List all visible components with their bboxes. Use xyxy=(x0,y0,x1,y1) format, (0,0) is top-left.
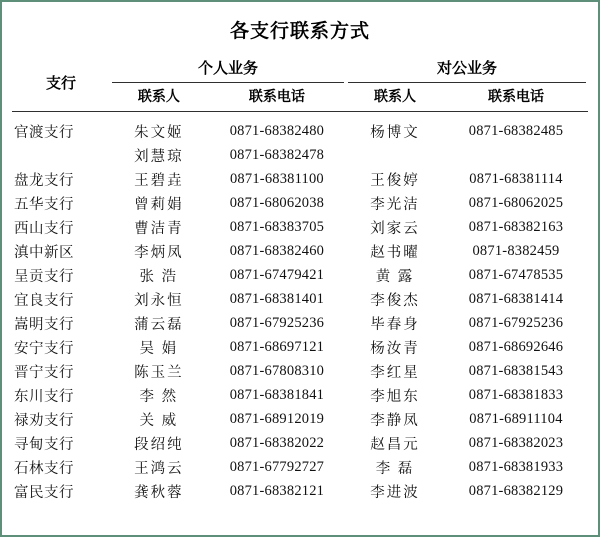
contacts-table xyxy=(12,55,588,503)
table-body xyxy=(12,119,588,503)
cell-personal-phone: 0871-67792727 xyxy=(229,458,325,475)
cell-corporate-name: 李光洁 xyxy=(370,196,420,213)
document-inner xyxy=(2,2,598,535)
cell-personal-name: 曾莉娟 xyxy=(134,196,184,213)
cell-branch: 西山支行 xyxy=(14,220,74,237)
column-header-personal-phone: 联系电话 xyxy=(248,90,305,105)
table-row xyxy=(12,215,588,239)
cell-corporate-phone: 0871-68692646 xyxy=(468,338,564,355)
table-row xyxy=(12,167,588,191)
cell-personal-phone: 0871-68382022 xyxy=(229,434,325,451)
cell-branch: 晋宁支行 xyxy=(14,364,74,381)
table-row xyxy=(12,359,588,383)
cell-corporate-name: 赵书曜 xyxy=(370,244,420,261)
cell-branch: 嵩明支行 xyxy=(14,316,74,333)
cell-personal-name: 刘慧琼 xyxy=(134,148,184,165)
cell-corporate-name: 杨博文 xyxy=(370,124,420,141)
group-header-corporate: 对公业务 xyxy=(437,61,498,77)
cell-personal-phone: 0871-67808310 xyxy=(229,362,325,379)
cell-personal-name: 刘永恒 xyxy=(134,292,184,309)
table-row xyxy=(12,335,588,359)
table-row xyxy=(12,479,588,503)
cell-personal-phone: 0871-67925236 xyxy=(229,314,325,331)
cell-personal-name: 龚秋蓉 xyxy=(134,484,184,501)
group-header-personal: 个人业务 xyxy=(197,61,258,77)
cell-corporate-phone: 0871-68062025 xyxy=(468,194,564,211)
table-row xyxy=(12,311,588,335)
cell-personal-name: 蒲云磊 xyxy=(134,316,184,333)
cell-personal-name: 曹洁青 xyxy=(134,220,184,237)
cell-personal-phone: 0871-68383705 xyxy=(229,218,325,235)
cell-corporate-phone: 0871-68381833 xyxy=(468,386,564,403)
cell-corporate-phone: 0871-68381543 xyxy=(468,362,564,379)
cell-corporate-name: 李俊杰 xyxy=(370,292,420,309)
cell-corporate-name: 杨汝青 xyxy=(370,340,420,357)
cell-personal-name: 张 浩 xyxy=(139,268,179,285)
table-row xyxy=(12,431,588,455)
cell-personal-name: 朱文姬 xyxy=(134,124,184,141)
table-row xyxy=(12,455,588,479)
cell-corporate-name: 李红星 xyxy=(370,364,420,381)
column-header-branch: 支行 xyxy=(45,75,76,92)
cell-personal-phone: 0871-68382480 xyxy=(229,122,325,139)
cell-branch: 官渡支行 xyxy=(14,124,74,141)
cell-corporate-name: 刘家云 xyxy=(370,220,420,237)
cell-corporate-name: 李静凤 xyxy=(370,412,420,429)
cell-corporate-phone: 0871-68381114 xyxy=(469,170,563,187)
cell-corporate-name: 李进波 xyxy=(370,484,420,501)
cell-branch: 宜良支行 xyxy=(14,292,74,309)
cell-corporate-phone: 0871-68382163 xyxy=(468,218,564,235)
cell-branch: 盘龙支行 xyxy=(14,172,74,189)
cell-personal-name: 陈玉兰 xyxy=(134,364,184,381)
cell-personal-phone: 0871-68381401 xyxy=(229,290,325,307)
cell-corporate-phone: 0871-68381933 xyxy=(468,458,564,475)
table-row xyxy=(12,191,588,215)
cell-corporate-phone: 0871-67478535 xyxy=(468,266,564,283)
cell-branch xyxy=(12,143,110,167)
cell-personal-name: 王碧垚 xyxy=(134,172,184,189)
cell-personal-name: 段绍纯 xyxy=(134,436,184,453)
cell-branch: 寻甸支行 xyxy=(14,436,74,453)
cell-branch: 呈贡支行 xyxy=(14,268,74,285)
cell-personal-phone: 0871-68381841 xyxy=(229,386,325,403)
cell-personal-phone: 0871-67479421 xyxy=(229,266,325,283)
table-row xyxy=(12,143,588,167)
cell-personal-name: 吴 娟 xyxy=(139,340,179,357)
cell-corporate-name: 李旭东 xyxy=(370,388,420,405)
cell-corporate-name: 赵昌元 xyxy=(370,436,420,453)
cell-corporate-phone: 0871-68382023 xyxy=(468,434,564,451)
table-row xyxy=(12,119,588,143)
cell-personal-phone: 0871-68382478 xyxy=(229,146,325,163)
cell-corporate-name xyxy=(346,143,444,167)
cell-branch: 富民支行 xyxy=(14,484,74,501)
table-row xyxy=(12,383,588,407)
table-row xyxy=(12,263,588,287)
cell-branch: 滇中新区 xyxy=(14,244,74,261)
cell-personal-name: 李 然 xyxy=(139,388,179,405)
cell-personal-phone: 0871-68382121 xyxy=(229,482,325,499)
cell-corporate-phone xyxy=(444,143,588,167)
cell-branch: 东川支行 xyxy=(14,388,74,405)
cell-corporate-name: 王俊婷 xyxy=(370,172,420,189)
cell-personal-phone: 0871-68062038 xyxy=(229,194,325,211)
cell-personal-phone: 0871-68381100 xyxy=(229,170,324,187)
cell-personal-name: 关 威 xyxy=(139,412,179,429)
cell-corporate-phone: 0871-68381414 xyxy=(468,290,564,307)
cell-branch: 五华支行 xyxy=(14,196,74,213)
table-row xyxy=(12,407,588,431)
cell-personal-phone: 0871-68912019 xyxy=(229,410,325,427)
cell-corporate-name: 李 磊 xyxy=(375,460,415,477)
cell-personal-phone: 0871-68382460 xyxy=(229,242,325,259)
cell-branch: 石林支行 xyxy=(14,460,74,477)
cell-corporate-phone: 0871-68382129 xyxy=(468,482,564,499)
column-header-personal-name: 联系人 xyxy=(137,90,180,105)
cell-corporate-phone: 0871-8382459 xyxy=(472,242,560,259)
cell-corporate-name: 毕春身 xyxy=(370,316,420,333)
cell-corporate-phone: 0871-68911104 xyxy=(469,410,563,427)
cell-corporate-phone: 0871-68382485 xyxy=(468,122,564,139)
table-row xyxy=(12,239,588,263)
cell-corporate-phone: 0871-67925236 xyxy=(468,314,564,331)
cell-branch: 禄劝支行 xyxy=(14,412,74,429)
page-title: 各支行联系方式 xyxy=(229,21,370,42)
cell-corporate-name: 黄 露 xyxy=(375,268,415,285)
cell-personal-name: 李炳凤 xyxy=(134,244,184,261)
table-head xyxy=(12,55,588,119)
cell-personal-name: 王鸿云 xyxy=(134,460,184,477)
group-header-row xyxy=(12,55,588,81)
column-header-corporate-name: 联系人 xyxy=(374,90,416,105)
cell-personal-phone: 0871-68697121 xyxy=(229,338,325,355)
column-header-corporate-phone: 联系电话 xyxy=(487,90,544,105)
cell-branch: 安宁支行 xyxy=(14,340,74,357)
table-row xyxy=(12,287,588,311)
